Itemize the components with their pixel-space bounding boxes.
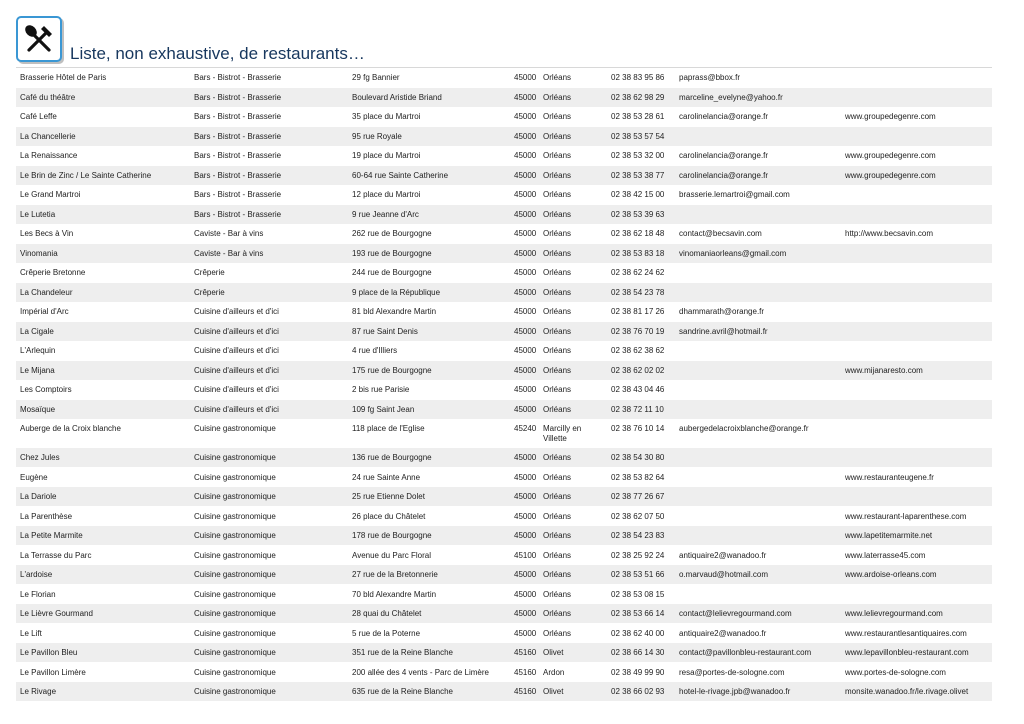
restaurant-city: Orléans bbox=[543, 511, 572, 521]
restaurant-name: Auberge de la Croix blanche bbox=[20, 424, 121, 433]
restaurant-postal-code: 45000 bbox=[514, 570, 537, 579]
restaurant-city: Marcilly en Villette bbox=[543, 424, 582, 443]
table-row bbox=[16, 166, 992, 186]
restaurant-email[interactable]: aubergedelacroixblanche@orange.fr bbox=[679, 424, 809, 433]
table-row bbox=[16, 322, 992, 342]
table-row bbox=[16, 663, 992, 683]
restaurant-category: Bars - Bistrot - Brasserie bbox=[194, 151, 282, 160]
restaurant-phone: 02 38 53 39 63 bbox=[611, 209, 665, 219]
restaurant-city: Orléans bbox=[543, 151, 572, 160]
restaurant-category: Cuisine gastronomique bbox=[194, 609, 276, 618]
restaurant-address: 5 rue de la Poterne bbox=[352, 628, 421, 638]
restaurant-phone: 02 38 49 99 90 bbox=[611, 667, 665, 677]
restaurant-category: Cuisine d'ailleurs et d'ici bbox=[194, 346, 279, 355]
restaurant-category: Bars - Bistrot - Brasserie bbox=[194, 131, 282, 141]
restaurant-city: Orléans bbox=[543, 550, 572, 560]
restaurant-phone: 02 38 42 15 00 bbox=[611, 190, 665, 199]
restaurant-city: Orléans bbox=[543, 365, 572, 375]
restaurant-website[interactable]: www.restauranteugene.fr bbox=[845, 472, 934, 482]
restaurant-email[interactable]: brasserie.lemartroi@gmail.com bbox=[679, 190, 790, 199]
table-row bbox=[16, 604, 992, 624]
restaurant-name: Chez Jules bbox=[20, 453, 60, 462]
table-row bbox=[16, 400, 992, 420]
restaurant-phone: 02 38 62 38 62 bbox=[611, 346, 665, 355]
restaurant-phone: 02 38 54 23 83 bbox=[611, 531, 665, 540]
restaurant-website[interactable]: monsite.wanadoo.fr/le.rivage.olivet bbox=[845, 687, 969, 696]
restaurant-postal-code: 45160 bbox=[514, 667, 537, 677]
restaurant-phone: 02 38 62 40 00 bbox=[611, 628, 665, 638]
restaurant-phone: 02 38 81 17 26 bbox=[611, 307, 665, 316]
restaurant-address: 4 rue d'Illiers bbox=[352, 346, 398, 355]
restaurant-postal-code: 45000 bbox=[514, 268, 537, 277]
restaurant-address: 81 bld Alexandre Martin bbox=[352, 307, 437, 316]
restaurant-address: 95 rue Royale bbox=[352, 131, 402, 141]
restaurant-category: Cuisine gastronomique bbox=[194, 472, 276, 482]
restaurant-postal-code: 45240 bbox=[514, 424, 537, 433]
restaurant-email[interactable]: contact@lelievregourmand.com bbox=[679, 609, 792, 618]
restaurant-city: Orléans bbox=[543, 131, 572, 141]
restaurant-category: Cuisine d'ailleurs et d'ici bbox=[194, 404, 279, 414]
restaurant-website[interactable]: www.lepavillonbleu-restaurant.com bbox=[845, 648, 969, 657]
restaurant-website[interactable]: www.mijanaresto.com bbox=[845, 365, 923, 375]
restaurant-email[interactable]: hotel-le-rivage.jpb@wanadoo.fr bbox=[679, 687, 791, 696]
table-row bbox=[16, 361, 992, 381]
restaurant-city: Orléans bbox=[543, 492, 572, 501]
restaurant-website[interactable]: www.groupedegenre.com bbox=[845, 170, 936, 180]
restaurant-city: Orléans bbox=[543, 190, 572, 199]
restaurant-name: Le Mijana bbox=[20, 365, 55, 375]
restaurant-email[interactable]: vinomaniaorleans@gmail.com bbox=[679, 248, 787, 258]
restaurant-name: La Chandeleur bbox=[20, 287, 73, 297]
restaurant-phone: 02 38 53 51 66 bbox=[611, 570, 665, 579]
page-title: Liste, non exhaustive, de restaurants… bbox=[70, 44, 365, 63]
restaurant-phone: 02 38 53 08 15 bbox=[611, 589, 665, 599]
restaurant-city: Orléans bbox=[543, 472, 572, 482]
restaurant-city: Orléans bbox=[543, 453, 572, 462]
restaurant-website[interactable]: www.portes-de-sologne.com bbox=[845, 667, 946, 677]
restaurant-address: 136 rue de Bourgogne bbox=[352, 453, 432, 462]
table-row bbox=[16, 88, 992, 108]
restaurant-phone: 02 38 62 02 02 bbox=[611, 365, 665, 375]
restaurant-postal-code: 45000 bbox=[514, 131, 537, 141]
restaurant-name: Mosaïque bbox=[20, 404, 56, 414]
restaurant-website[interactable]: www.lelievregourmand.com bbox=[845, 609, 943, 618]
restaurant-category: Bars - Bistrot - Brasserie bbox=[194, 112, 282, 121]
restaurant-name: L'ardoise bbox=[20, 570, 53, 579]
table-row bbox=[16, 624, 992, 644]
restaurant-name: Le Lièvre Gourmand bbox=[20, 609, 93, 618]
table-row bbox=[16, 341, 992, 361]
table-row bbox=[16, 468, 992, 488]
table-row bbox=[16, 263, 992, 283]
restaurant-postal-code: 45000 bbox=[514, 628, 537, 638]
restaurant-category: Crêperie bbox=[194, 268, 225, 277]
restaurant-address: 178 rue de Bourgogne bbox=[352, 531, 432, 540]
restaurant-address: 175 rue de Bourgogne bbox=[352, 365, 432, 375]
restaurant-website[interactable]: http://www.becsavin.com bbox=[845, 229, 934, 238]
table-row bbox=[16, 585, 992, 605]
restaurant-name: Café du théâtre bbox=[20, 92, 76, 102]
restaurant-website[interactable]: www.groupedegenre.com bbox=[845, 112, 936, 121]
restaurant-postal-code: 45000 bbox=[514, 248, 537, 258]
restaurant-category: Cuisine gastronomique bbox=[194, 570, 276, 579]
table-row bbox=[16, 68, 992, 88]
restaurant-name: Impérial d'Arc bbox=[20, 307, 69, 316]
restaurant-category: Cuisine d'ailleurs et d'ici bbox=[194, 326, 279, 336]
restaurant-phone: 02 38 53 83 18 bbox=[611, 248, 665, 258]
restaurant-phone: 02 38 66 14 30 bbox=[611, 648, 665, 657]
restaurant-email[interactable]: carolinelancia@orange.fr bbox=[679, 170, 769, 180]
restaurant-city: Orléans bbox=[543, 268, 572, 277]
restaurant-name: Café Leffe bbox=[20, 112, 57, 121]
restaurant-postal-code: 45000 bbox=[514, 112, 537, 121]
restaurant-email[interactable]: resa@portes-de-sologne.com bbox=[679, 667, 785, 677]
table-row bbox=[16, 546, 992, 566]
restaurant-name: Brasserie Hôtel de Paris bbox=[20, 73, 107, 82]
restaurant-phone: 02 38 72 11 10 bbox=[611, 404, 664, 414]
restaurant-phone: 02 38 53 66 14 bbox=[611, 609, 665, 618]
restaurant-name: La Dariole bbox=[20, 492, 57, 501]
restaurant-name: Eugène bbox=[20, 472, 48, 482]
restaurant-address: 87 rue Saint Denis bbox=[352, 326, 418, 336]
restaurant-email[interactable]: carolinelancia@orange.fr bbox=[679, 151, 769, 160]
restaurant-email[interactable]: contact@pavillonbleu-restaurant.com bbox=[679, 648, 812, 657]
restaurant-city: Olivet bbox=[543, 648, 564, 657]
restaurant-postal-code: 45000 bbox=[514, 453, 537, 462]
restaurant-postal-code: 45000 bbox=[514, 404, 537, 414]
restaurant-city: Orléans bbox=[543, 73, 572, 82]
restaurant-phone: 02 38 62 07 50 bbox=[611, 511, 665, 521]
table-row bbox=[16, 185, 992, 205]
restaurant-name: La Renaissance bbox=[20, 151, 78, 160]
restaurant-address: 200 allée des 4 vents - Parc de Limère bbox=[352, 667, 489, 677]
restaurant-category: Cuisine gastronomique bbox=[194, 511, 276, 521]
restaurant-category: Cuisine d'ailleurs et d'ici bbox=[194, 385, 279, 394]
restaurant-postal-code: 45160 bbox=[514, 687, 537, 696]
restaurant-website[interactable]: www.lapetitemarmite.net bbox=[845, 531, 933, 540]
restaurant-address: 635 rue de la Reine Blanche bbox=[352, 687, 453, 696]
restaurant-postal-code: 45000 bbox=[514, 492, 537, 501]
restaurant-category: Caviste - Bar à vins bbox=[194, 229, 264, 238]
restaurant-email[interactable]: paprass@bbox.fr bbox=[679, 73, 741, 82]
restaurant-address: 9 place de la République bbox=[352, 287, 441, 297]
restaurant-postal-code: 45000 bbox=[514, 365, 537, 375]
restaurant-postal-code: 45000 bbox=[514, 346, 537, 355]
table-row bbox=[16, 448, 992, 468]
restaurant-postal-code: 45000 bbox=[514, 287, 537, 297]
restaurant-phone: 02 38 83 95 86 bbox=[611, 73, 665, 82]
restaurant-address: 2 bis rue Parisie bbox=[352, 385, 410, 394]
restaurant-name: Le Lift bbox=[20, 628, 42, 638]
restaurant-name: Les Comptoirs bbox=[20, 385, 72, 394]
restaurant-phone: 02 38 43 04 46 bbox=[611, 385, 665, 394]
restaurant-category: Cuisine gastronomique bbox=[194, 648, 276, 657]
restaurant-phone: 02 38 25 92 24 bbox=[611, 550, 665, 560]
restaurant-email[interactable]: carolinelancia@orange.fr bbox=[679, 112, 769, 121]
restaurant-address: 25 rue Etienne Dolet bbox=[352, 492, 425, 501]
restaurant-email[interactable]: contact@becsavin.com bbox=[679, 229, 762, 238]
table-row bbox=[16, 487, 992, 507]
restaurant-address: 27 rue de la Bretonnerie bbox=[352, 570, 438, 579]
table-row bbox=[16, 224, 992, 244]
restaurant-phone: 02 38 76 10 14 bbox=[611, 424, 665, 433]
restaurant-category: Caviste - Bar à vins bbox=[194, 248, 264, 258]
restaurant-postal-code: 45000 bbox=[514, 190, 537, 199]
restaurant-phone: 02 38 76 70 19 bbox=[611, 326, 665, 336]
restaurant-name: L'Arlequin bbox=[20, 346, 56, 355]
restaurant-city: Orléans bbox=[543, 229, 572, 238]
restaurant-category: Cuisine d'ailleurs et d'ici bbox=[194, 365, 279, 375]
restaurant-website[interactable]: www.restaurantlesantiquaires.com bbox=[845, 628, 967, 638]
restaurant-postal-code: 45000 bbox=[514, 209, 537, 219]
restaurant-address: Avenue du Parc Floral bbox=[352, 550, 432, 560]
restaurant-address: 109 fg Saint Jean bbox=[352, 404, 415, 414]
restaurant-address: 70 bld Alexandre Martin bbox=[352, 589, 437, 599]
restaurant-email[interactable]: sandrine.avril@hotmail.fr bbox=[679, 326, 768, 336]
restaurant-logo bbox=[16, 16, 62, 62]
restaurant-email[interactable]: dhammarath@orange.fr bbox=[679, 307, 765, 316]
restaurant-category: Cuisine gastronomique bbox=[194, 550, 276, 560]
restaurant-name: Les Becs à Vin bbox=[20, 229, 74, 238]
restaurant-phone: 02 38 53 32 00 bbox=[611, 151, 665, 160]
restaurant-category: Cuisine gastronomique bbox=[194, 531, 276, 540]
restaurant-email[interactable]: antiquaire2@wanadoo.fr bbox=[679, 628, 767, 638]
restaurant-postal-code: 45000 bbox=[514, 326, 537, 336]
restaurant-phone: 02 38 54 30 80 bbox=[611, 453, 665, 462]
restaurant-table bbox=[16, 68, 992, 702]
restaurant-address: 60-64 rue Sainte Catherine bbox=[352, 170, 449, 180]
restaurant-postal-code: 45000 bbox=[514, 229, 537, 238]
restaurant-city: Ardon bbox=[543, 667, 565, 677]
restaurant-postal-code: 45000 bbox=[514, 511, 537, 521]
restaurant-address: 19 place du Martroi bbox=[352, 151, 421, 160]
restaurant-website[interactable]: www.laterrasse45.com bbox=[845, 550, 926, 560]
restaurant-category: Crêperie bbox=[194, 287, 225, 297]
restaurant-phone: 02 38 53 28 61 bbox=[611, 112, 665, 121]
restaurant-city: Olivet bbox=[543, 687, 564, 696]
table-row bbox=[16, 146, 992, 166]
restaurant-address: 24 rue Sainte Anne bbox=[352, 472, 421, 482]
restaurant-name: Vinomania bbox=[20, 248, 58, 258]
restaurant-phone: 02 38 62 98 29 bbox=[611, 92, 665, 102]
restaurant-address: 9 rue Jeanne d'Arc bbox=[352, 209, 419, 219]
restaurant-city: Orléans bbox=[543, 307, 572, 316]
restaurant-city: Orléans bbox=[543, 404, 572, 414]
restaurant-postal-code: 45000 bbox=[514, 73, 537, 82]
table-row bbox=[16, 526, 992, 546]
table-row bbox=[16, 205, 992, 225]
restaurant-city: Orléans bbox=[543, 287, 572, 297]
restaurant-category: Bars - Bistrot - Brasserie bbox=[194, 190, 282, 199]
restaurant-address: 28 quai du Châtelet bbox=[352, 609, 422, 618]
restaurant-address: 12 place du Martroi bbox=[352, 190, 421, 199]
restaurant-address: 29 fg Bannier bbox=[352, 73, 400, 82]
table-row bbox=[16, 283, 992, 303]
table-row bbox=[16, 643, 992, 663]
restaurant-email[interactable]: marceline_evelyne@yahoo.fr bbox=[679, 92, 783, 102]
restaurant-postal-code: 45000 bbox=[514, 385, 537, 394]
restaurant-address: Boulevard Aristide Briand bbox=[352, 92, 442, 102]
restaurant-phone: 02 38 53 57 54 bbox=[611, 131, 665, 141]
restaurant-address: 26 place du Châtelet bbox=[352, 511, 426, 521]
table-row bbox=[16, 507, 992, 527]
restaurant-address: 262 rue de Bourgogne bbox=[352, 229, 432, 238]
table-row bbox=[16, 419, 992, 448]
table-row bbox=[16, 244, 992, 264]
restaurant-postal-code: 45000 bbox=[514, 151, 537, 160]
table-row bbox=[16, 565, 992, 585]
restaurant-postal-code: 45000 bbox=[514, 307, 537, 316]
restaurant-category: Cuisine gastronomique bbox=[194, 453, 276, 462]
restaurant-city: Orléans bbox=[543, 92, 572, 102]
restaurant-website[interactable]: www.ardoise-orleans.com bbox=[845, 570, 937, 579]
table-row bbox=[16, 682, 992, 702]
restaurant-phone: 02 38 54 23 78 bbox=[611, 287, 665, 297]
restaurant-city: Orléans bbox=[543, 531, 572, 540]
restaurant-category: Bars - Bistrot - Brasserie bbox=[194, 209, 282, 219]
restaurant-name: Le Pavillon Limère bbox=[20, 667, 86, 677]
restaurant-category: Cuisine gastronomique bbox=[194, 687, 276, 696]
restaurant-phone: 02 38 53 38 77 bbox=[611, 170, 665, 180]
fork-knife-icon bbox=[20, 20, 58, 58]
restaurant-phone: 02 38 66 02 93 bbox=[611, 687, 665, 696]
restaurant-name: La Terrasse du Parc bbox=[20, 550, 92, 560]
restaurant-category: Bars - Bistrot - Brasserie bbox=[194, 73, 282, 82]
restaurant-category: Bars - Bistrot - Brasserie bbox=[194, 92, 282, 102]
restaurant-name: La Cigale bbox=[20, 326, 54, 336]
restaurant-name: Le Grand Martroi bbox=[20, 190, 81, 199]
restaurant-address: 351 rue de la Reine Blanche bbox=[352, 648, 453, 657]
restaurant-category: Cuisine gastronomique bbox=[194, 628, 276, 638]
restaurant-phone: 02 38 77 26 67 bbox=[611, 492, 665, 501]
restaurant-address: 118 place de l'Eglise bbox=[352, 424, 425, 433]
restaurant-phone: 02 38 62 24 62 bbox=[611, 268, 665, 277]
restaurant-postal-code: 45000 bbox=[514, 531, 537, 540]
restaurant-name: La Petite Marmite bbox=[20, 531, 83, 540]
restaurant-phone: 02 38 62 18 48 bbox=[611, 229, 665, 238]
restaurant-name: Le Lutetia bbox=[20, 209, 56, 219]
restaurant-city: Orléans bbox=[543, 589, 572, 599]
restaurant-city: Orléans bbox=[543, 170, 572, 180]
restaurant-city: Orléans bbox=[543, 385, 572, 394]
restaurant-category: Cuisine gastronomique bbox=[194, 667, 276, 677]
restaurant-website[interactable]: www.restaurant-laparenthese.com bbox=[845, 511, 967, 521]
restaurant-category: Cuisine gastronomique bbox=[194, 492, 276, 501]
restaurant-city: Orléans bbox=[543, 112, 572, 121]
restaurant-category: Cuisine gastronomique bbox=[194, 589, 276, 599]
restaurant-name: Le Pavillon Bleu bbox=[20, 648, 78, 657]
restaurant-name: Le Rivage bbox=[20, 687, 57, 696]
restaurant-address: 244 rue de Bourgogne bbox=[352, 268, 432, 277]
restaurant-address: 35 place du Martroi bbox=[352, 112, 421, 121]
restaurant-name: Le Brin de Zinc / Le Sainte Catherine bbox=[20, 170, 152, 180]
restaurant-name: La Chancellerie bbox=[20, 131, 76, 141]
restaurant-city: Orléans bbox=[543, 248, 572, 258]
restaurant-email[interactable]: antiquaire2@wanadoo.fr bbox=[679, 550, 767, 560]
restaurant-postal-code: 45000 bbox=[514, 589, 537, 599]
restaurant-category: Cuisine d'ailleurs et d'ici bbox=[194, 307, 279, 316]
restaurant-postal-code: 45000 bbox=[514, 472, 537, 482]
restaurant-city: Orléans bbox=[543, 628, 572, 638]
restaurant-postal-code: 45000 bbox=[514, 609, 537, 618]
restaurant-address: 193 rue de Bourgogne bbox=[352, 248, 432, 258]
restaurant-postal-code: 45000 bbox=[514, 92, 537, 102]
table-row bbox=[16, 380, 992, 400]
restaurant-name: Crêperie Bretonne bbox=[20, 268, 86, 277]
table-row bbox=[16, 302, 992, 322]
restaurant-name: Le Florian bbox=[20, 589, 56, 599]
restaurant-email[interactable]: o.marvaud@hotmail.com bbox=[679, 570, 769, 579]
restaurant-city: Orléans bbox=[543, 209, 572, 219]
restaurant-postal-code: 45100 bbox=[514, 550, 537, 560]
restaurant-phone: 02 38 53 82 64 bbox=[611, 472, 665, 482]
restaurant-category: Bars - Bistrot - Brasserie bbox=[194, 170, 282, 180]
table-row bbox=[16, 107, 992, 127]
restaurant-city: Orléans bbox=[543, 570, 572, 579]
restaurant-website[interactable]: www.groupedegenre.com bbox=[845, 151, 936, 160]
restaurant-city: Orléans bbox=[543, 346, 572, 355]
restaurant-postal-code: 45160 bbox=[514, 648, 537, 657]
restaurant-city: Orléans bbox=[543, 326, 572, 336]
restaurant-category: Cuisine gastronomique bbox=[194, 424, 276, 433]
table-row bbox=[16, 127, 992, 147]
restaurant-name: La Parenthèse bbox=[20, 511, 73, 521]
restaurant-city: Orléans bbox=[543, 609, 572, 618]
restaurant-postal-code: 45000 bbox=[514, 170, 537, 180]
